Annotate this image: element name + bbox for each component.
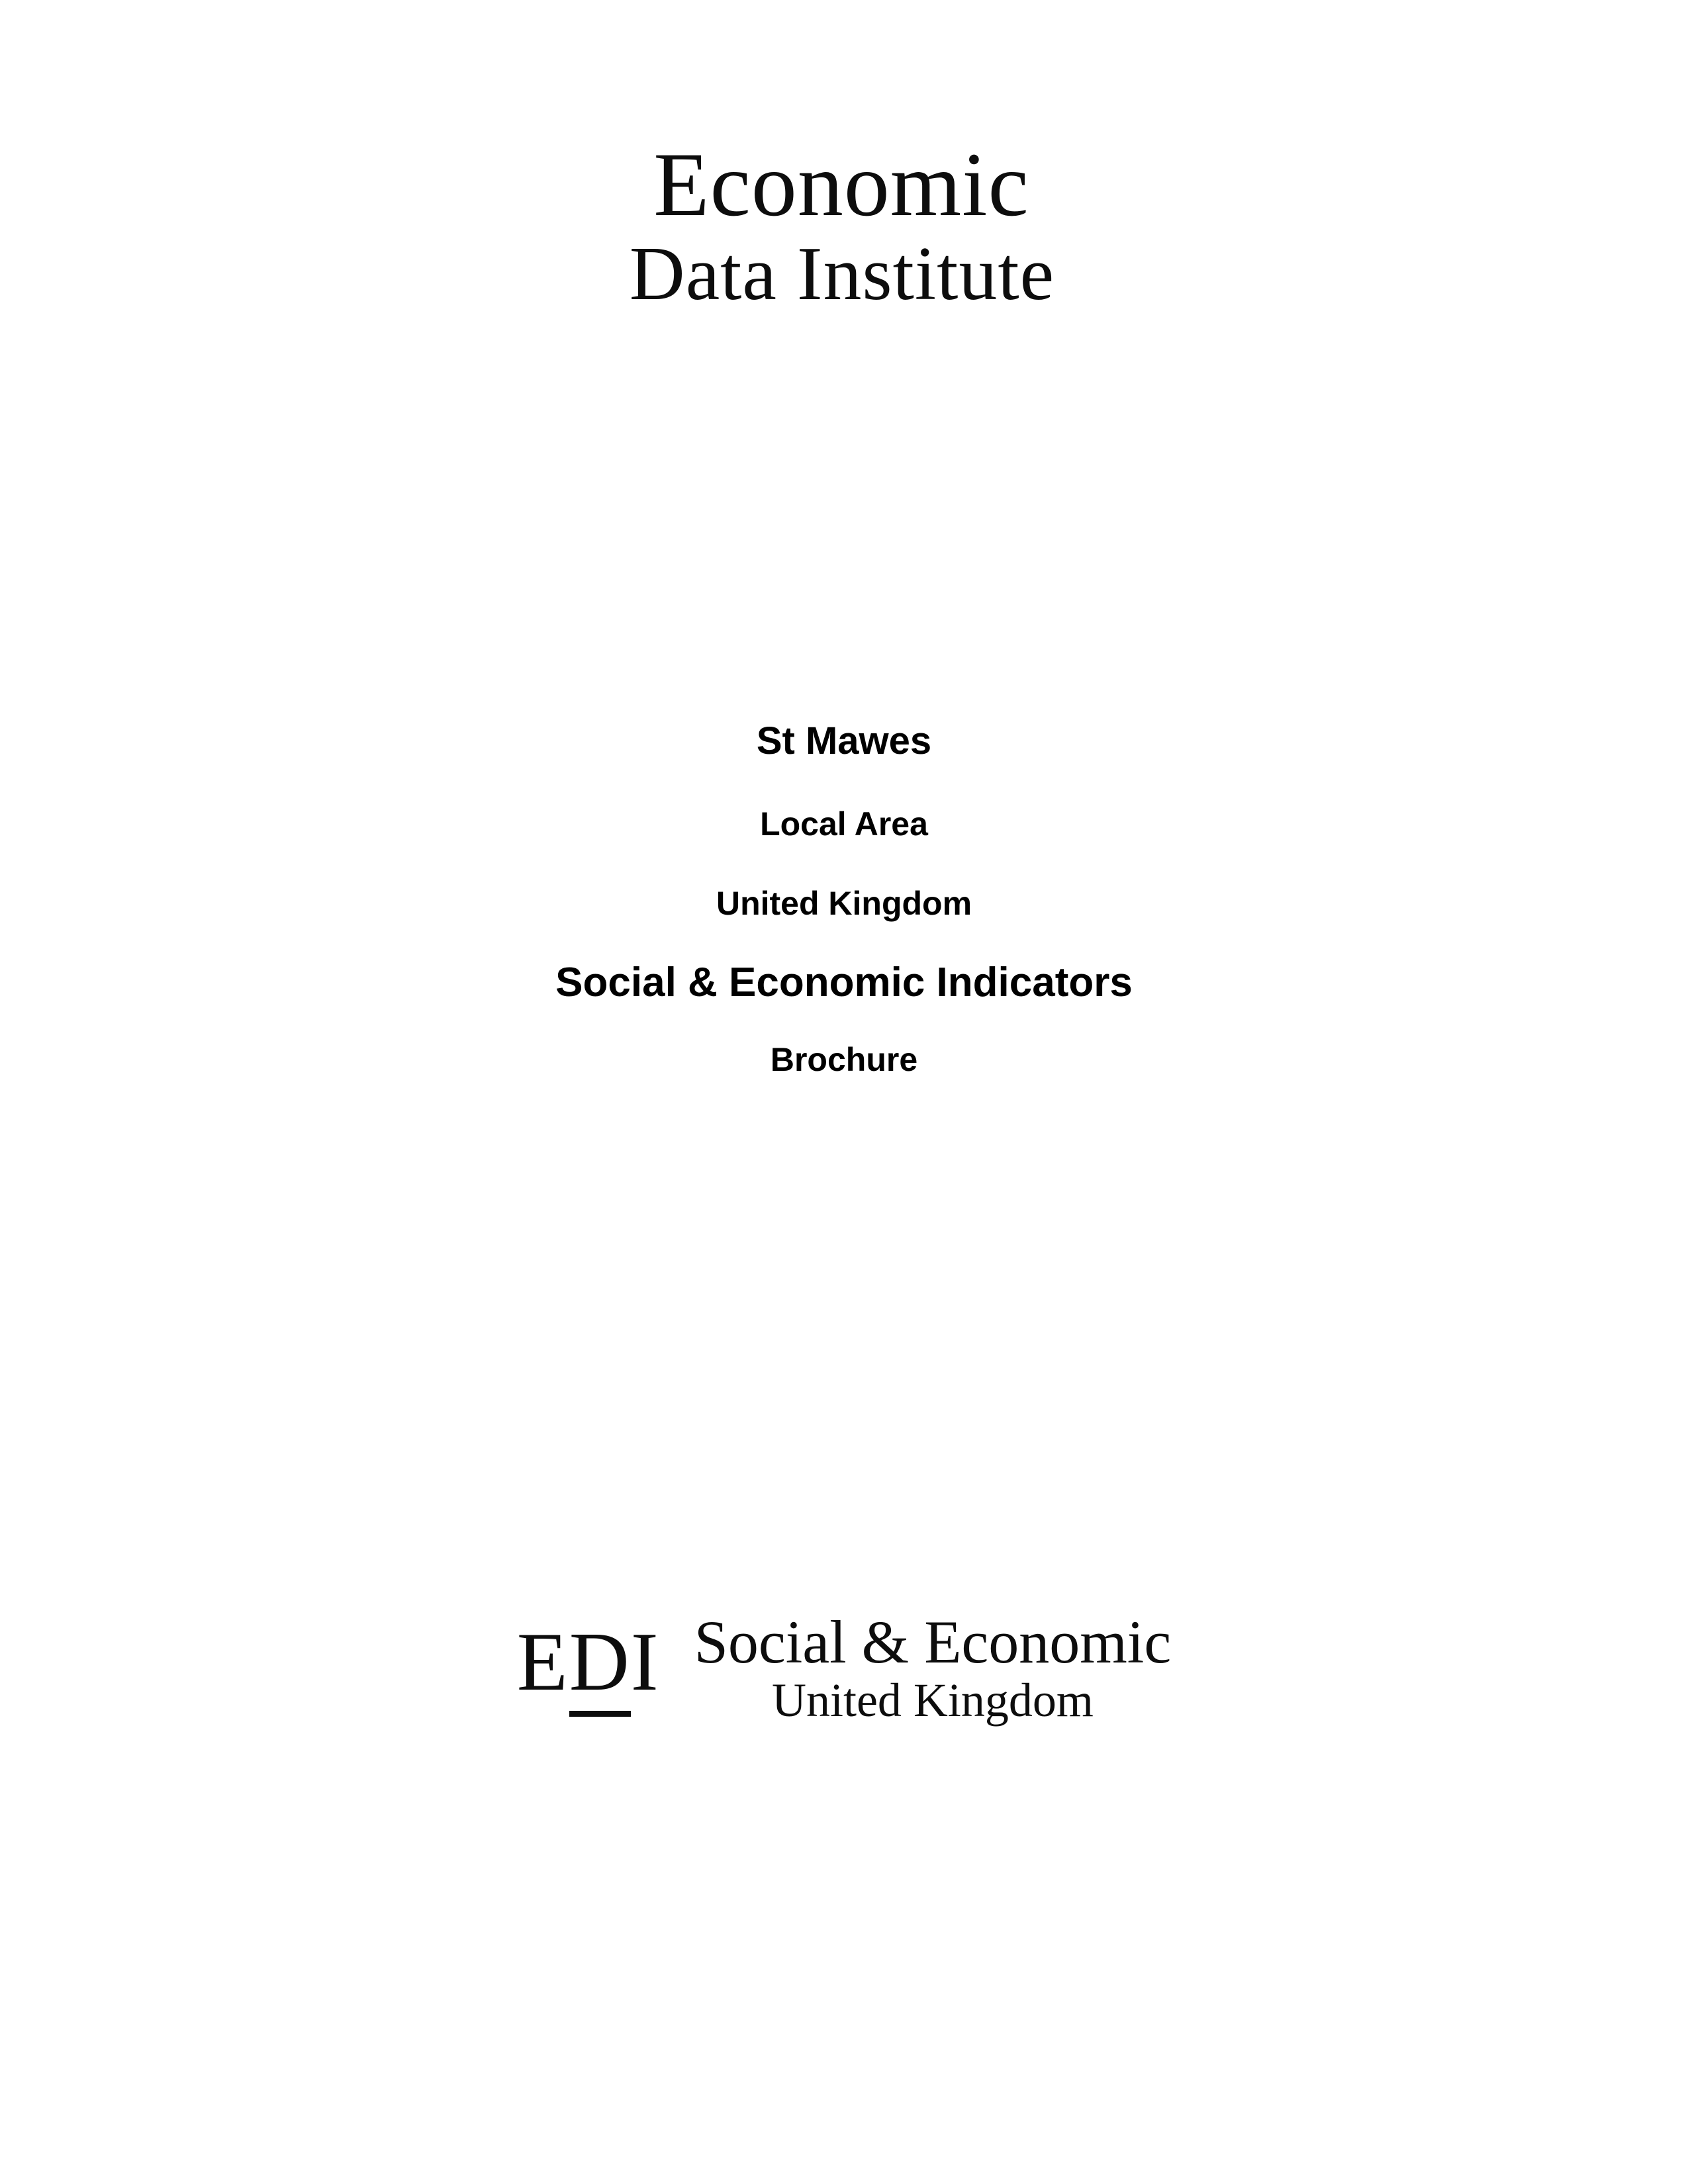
footer-logo-words [694, 1608, 1172, 1727]
title-block [0, 721, 1688, 1077]
edi-monogram [516, 1616, 660, 1708]
footer-words-line-1: Social & Economic [694, 1608, 1172, 1676]
masthead-logo [0, 134, 1688, 316]
masthead-line-2: Data Institute [629, 232, 1055, 316]
footer-logo [0, 1608, 1688, 1727]
masthead-line-1: Economic [653, 134, 1029, 235]
footer-words-line-2: United Kingdom [771, 1674, 1094, 1727]
edi-letter-d: D [569, 1616, 631, 1717]
area-name: St Mawes [756, 719, 932, 762]
edi-letter-i: I [630, 1616, 660, 1708]
country-name: United Kingdom [716, 885, 972, 923]
subject-title: Social & Economic Indicators [555, 959, 1133, 1005]
document-type: Brochure [770, 1040, 918, 1078]
area-type: Local Area [760, 805, 928, 842]
edi-letter-e: E [516, 1616, 569, 1708]
